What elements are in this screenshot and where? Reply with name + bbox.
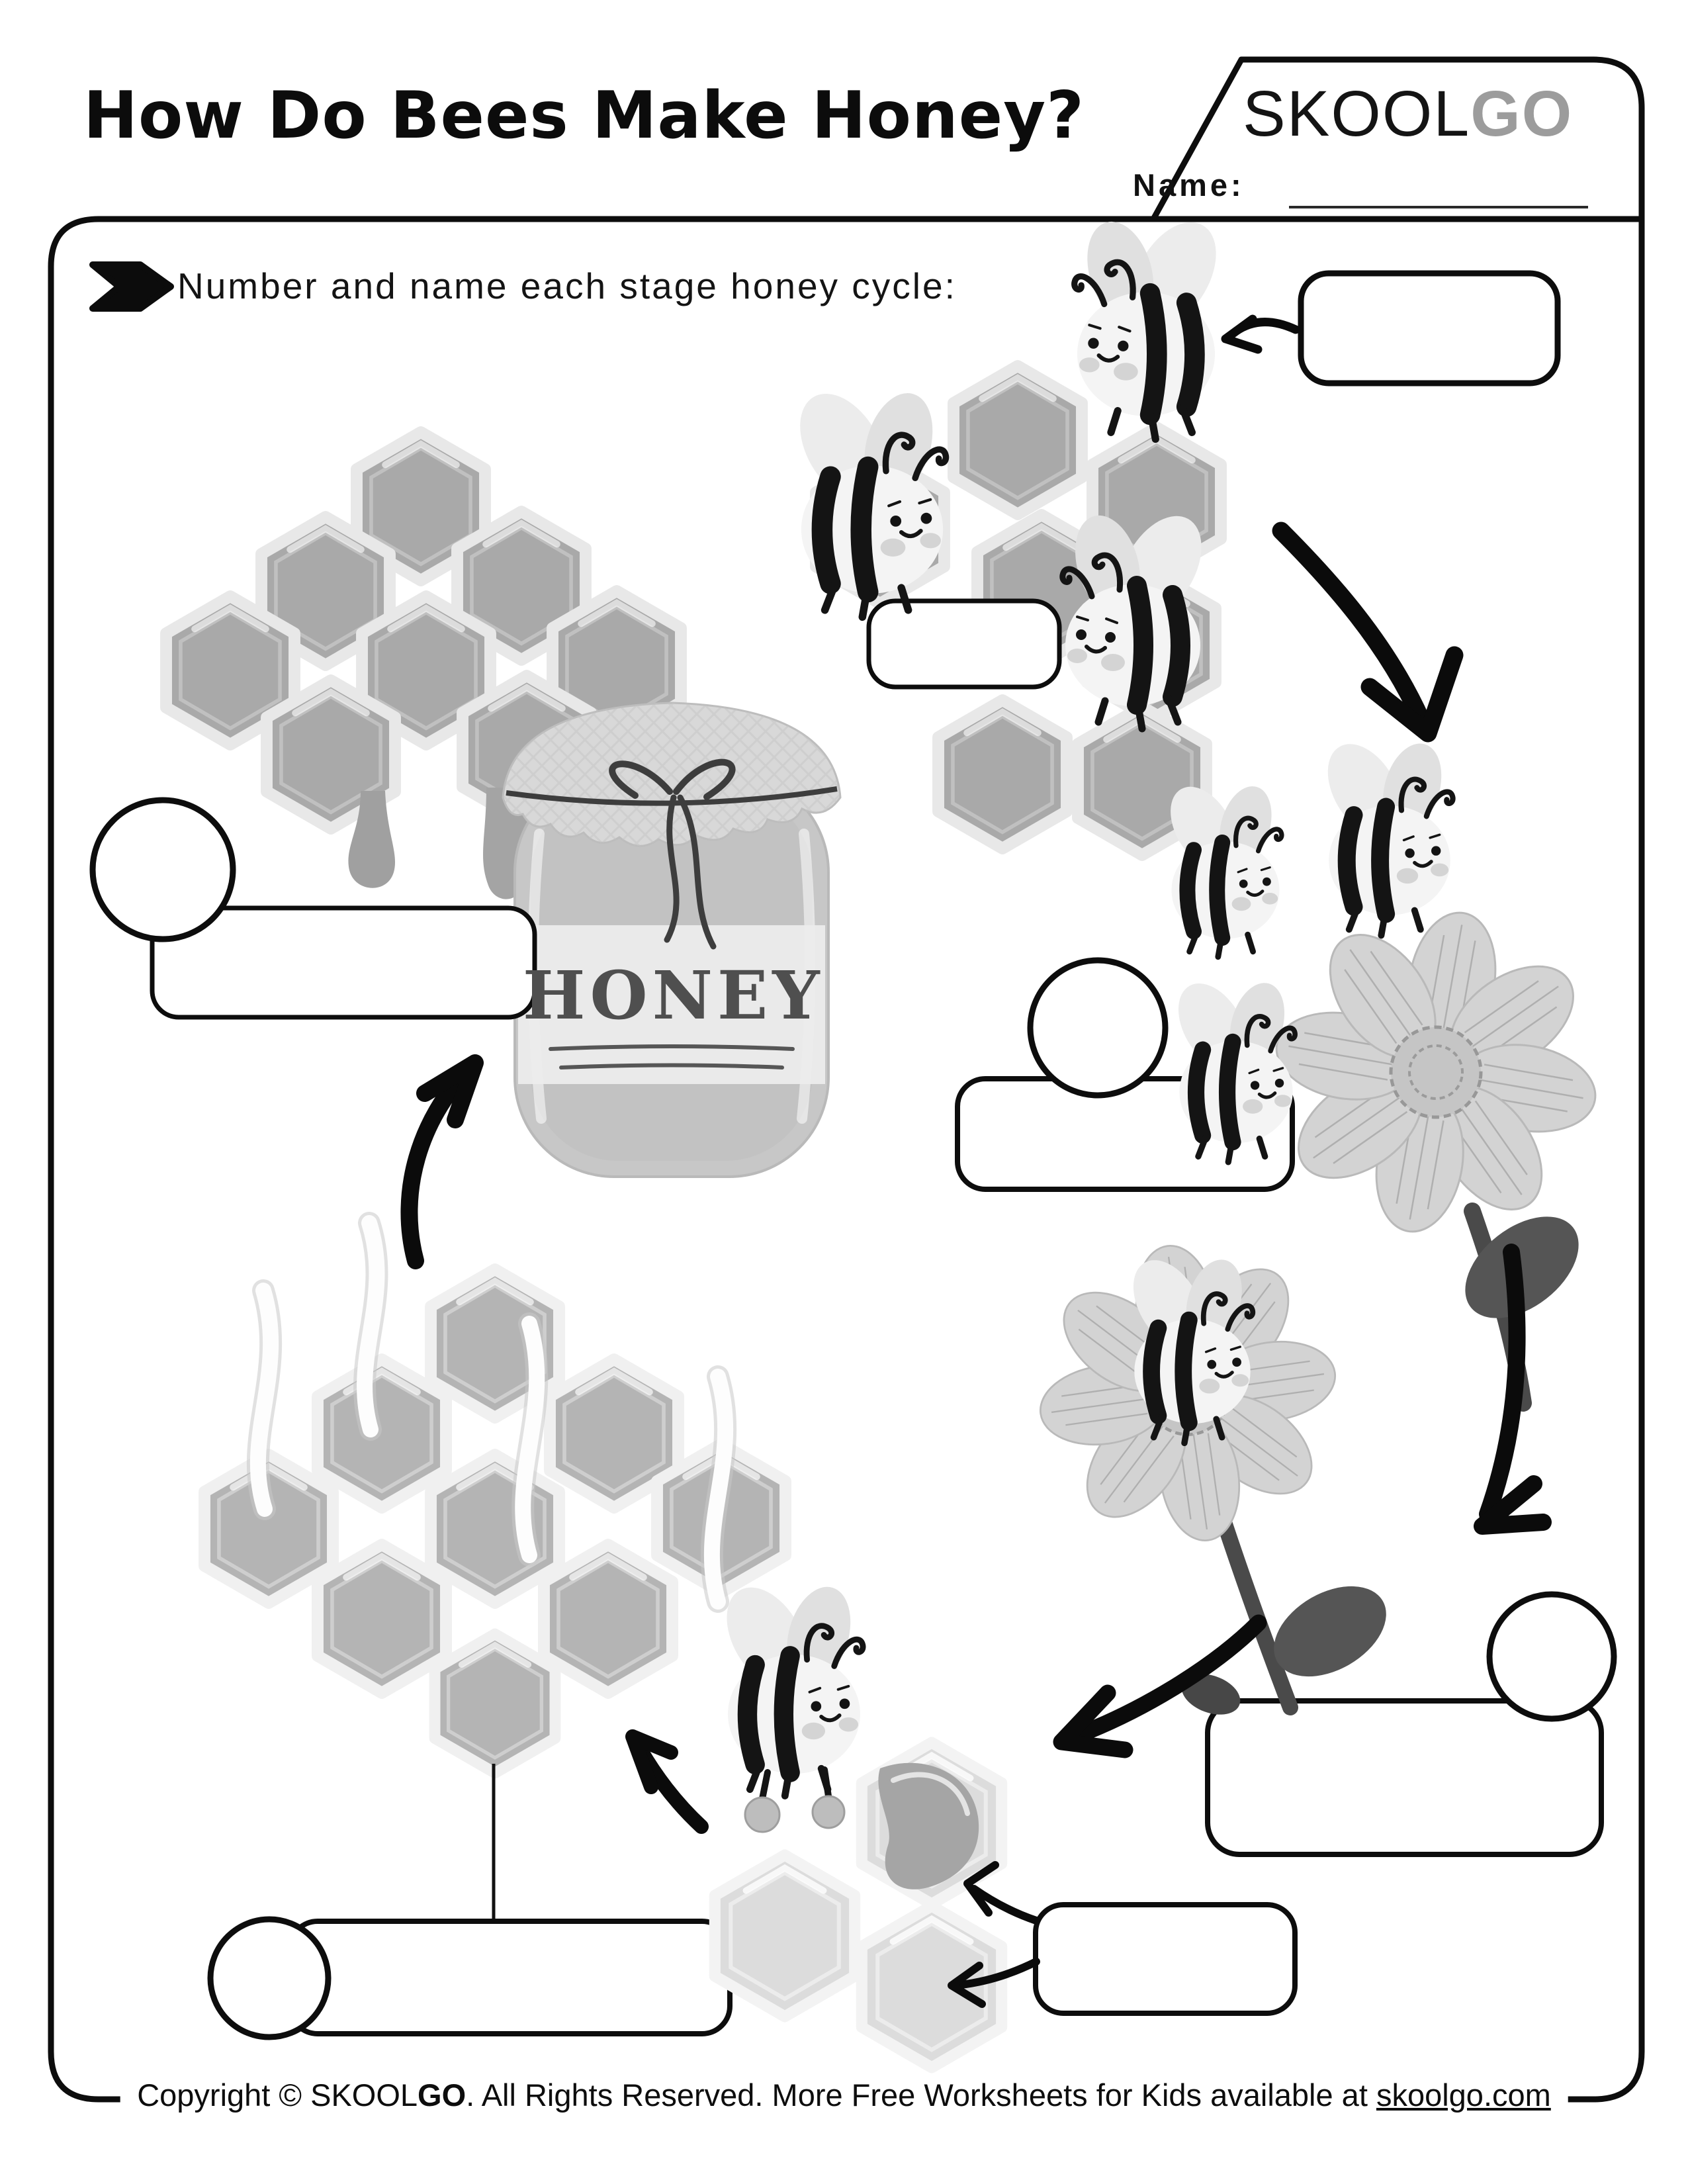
answer-box-top-right[interactable]	[1301, 273, 1558, 383]
honey-jar-illustration	[503, 703, 840, 1177]
footer-link[interactable]: skoolgo.com	[1376, 2077, 1551, 2113]
bee-top-right	[1075, 208, 1233, 439]
footer-prefix: Copyright © SKOOL	[137, 2077, 418, 2113]
footer-copyright	[120, 2077, 1568, 2113]
answer-circle-bottom-left[interactable]	[210, 1919, 328, 2037]
bee-near-flower-1	[1157, 776, 1282, 957]
bee-near-flower-2	[1313, 731, 1453, 935]
flower-one-illustration	[1249, 885, 1622, 1403]
footer-brand-bold: GO	[418, 2077, 466, 2113]
answer-circle-flower-bees[interactable]	[1030, 960, 1165, 1095]
arrow-box-to-honey-blob	[967, 1865, 1036, 1921]
honey-cells-illustration	[715, 1743, 1001, 2068]
jar-label-text: HONEY	[523, 956, 824, 1034]
chevron-bullet-icon	[93, 265, 171, 308]
footer-middle: . All Rights Reserved. More Free Worksheets for Kids available at	[466, 2077, 1376, 2113]
arrow-comb-to-flowers	[1281, 531, 1454, 733]
wax-honeycomb-illustration	[204, 1223, 785, 1773]
answer-box-bottom-right[interactable]	[1208, 1701, 1601, 1854]
skoolgo-logo	[1243, 77, 1573, 151]
arrow-cells-to-waxcomb	[633, 1737, 701, 1827]
name-label: Name:	[1133, 167, 1245, 203]
answer-box-honey-cells[interactable]	[1036, 1905, 1295, 2013]
instruction-text: Number and name each stage honey cycle:	[177, 265, 957, 306]
bee-with-pollen	[711, 1574, 864, 1832]
logo-text-go: GO	[1470, 77, 1574, 150]
arrow-box-to-bee	[1225, 319, 1296, 349]
answer-box-bottom-left[interactable]	[290, 1921, 730, 2034]
logo-text-skool: SKOOL	[1243, 77, 1471, 150]
arrow-waxcomb-to-jar	[409, 1063, 475, 1261]
answer-circle-bottom-right[interactable]	[1489, 1594, 1614, 1719]
answer-box-honeycomb[interactable]	[869, 601, 1059, 687]
answer-circle-jar[interactable]	[93, 800, 233, 939]
page-title: How Do Bees Make Honey?	[83, 78, 1085, 154]
